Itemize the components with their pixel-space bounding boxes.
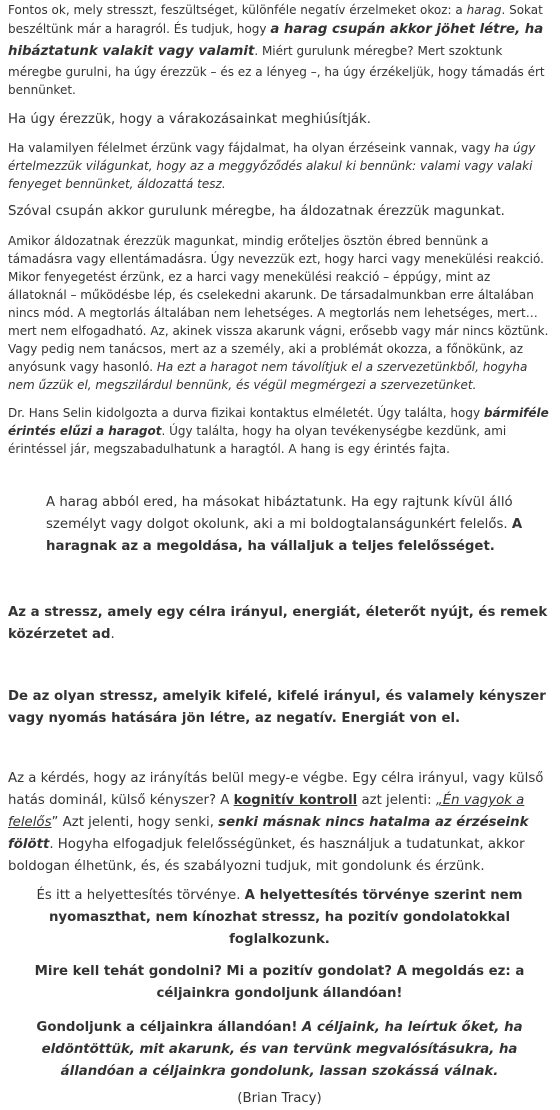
paragraph-cognitive-control: Az a kérdés, hogy az irányítás belül megy-e végbe. Egy célra irányul, vagy külső hatás dominál, külső kényszer? A kognitív kontroll azt jelenti: „Én vagyok a felelős” Azt jelenti, hogy senki, senki másnak nincs hatalma az érzéseink fölött. Hogyha elfogadjuk felelősségünket, és használjuk a tudatunkat, akkor boldogan élhetünk, és, és szabályozni tudjuk, mit gondolunk és érzünk. [8,771,544,874]
paragraph-fear: Ha valamilyen félelmet érzünk vagy fájdalmat, ha olyan érzéseink vannak, vagy ha úgy értelmezzük világunkat, hogy az a meggyőződés alakul ki bennünk: valami vagy valaki fenyeget bennünket, áldozattá tesz. [8,141,536,191]
paragraph-what-to-think: Mire kell tehát gondolni? Mi a pozitív gondolat? A megoldás ez: a céljainkra gondoljunk állandóan! [34,964,525,1001]
paragraph-victim: Szóval csupán akkor gurulunk méregbe, ha áldozatnak érezzük magunkat. [8,204,505,219]
paragraph-fight-or-flight: Amikor áldozatnak érezzük magunkat, mindig erőteljes ösztön ébred bennünk a támadásra vagy ellentámadásra. Úgy nevezzük ezt, hogy harci vagy menekülési reakció. Mikor fenyegetést érzünk, ez a harci vagy menekülési reakció – éppúgy, mint az állatoknál – működésbe lép, és cselekedni akarunk. De társadalmunkban erre általában nincs mód. A megtorlás általában nem lehetséges. A megtorlás nem lehetséges, mert… mert nem elfogadható. Az, akinek vissza akarunk vágni, erősebb vagy már nincs köztünk. Vagy pedig nem tanácsos, mert az a személy, aki a problémát okozza, a főnökünk, az anyósunk vagy hasonló. Ha ezt a haragot nem távolítjuk el a szervezetünkből, hogyha nem űzzük el, megszilárdul bennünk, és végül megmérgezi a szervezetünket. [8,234,549,392]
paragraph-selin: Dr. Hans Selin kidolgozta a durva fizikai kontaktus elméletét. Úgy találta, hogy bármiféle érintés elűzi a haragot. Úgy találta, hogy ha olyan tevékenységbe kezdünk, ami érintéssel jár, megszabadulhatunk a haragtól. A hang is egy érintés fajta. [8,406,549,456]
quote-attribution: (Brian Tracy) [237,1091,322,1106]
paragraph-negative-stress: De az olyan stressz, amelyik kifelé, kifelé irányul, és valamely kényszer vagy nyomás hatására jön létre, az negatív. Energiát von el. [8,689,546,726]
paragraph-anger-cause: Fontos ok, mely stresszt, feszültséget, különféle negatív érzelmeket okoz: a harag. Sokat beszéltünk már a haragról. És tudjuk, hogy a harag csupán akkor jöhet létre, ha hibáztatunk valakit vagy valamit. Miért gurulunk méregbe? Mert szoktunk méregbe gurulni, ha úgy érezzük – és ez a lényeg –, ha úgy érzékeljük, hogy támadás ért bennünket. [8,3,545,97]
paragraph-substitution-law: És itt a helyettesítés törvénye. A helyettesítés törvénye szerint nem nyomaszthat, nem kínozhat stressz, ha pozitív gondolatokkal foglalkozunk. [36,888,523,947]
paragraph-goals: Gondoljunk a céljainkra állandóan! A céljaink, ha leírtuk őket, ha eldöntöttük, mit akarunk, és van tervünk megvalósításukra, ha állandóan a céljainkra gondolunk, lassan szokássá válnak. [36,1020,523,1079]
paragraph-responsibility: A harag abból ered, ha másokat hibáztatunk. Ha egy rajtunk kívül álló személyt vagy dolgot okolunk, aki a mi boldogtalanságunkért felelős. A haragnak az a megoldása, ha vállaljuk a teljes felelősséget. [46,495,523,554]
paragraph-positive-stress: Az a stressz, amely egy célra irányul, energiát, életerőt nyújt, és remek közérzetet ad. [8,605,548,642]
paragraph-expectations: Ha úgy érezzük, hogy a várakozásainkat meghiúsítják. [8,112,371,127]
